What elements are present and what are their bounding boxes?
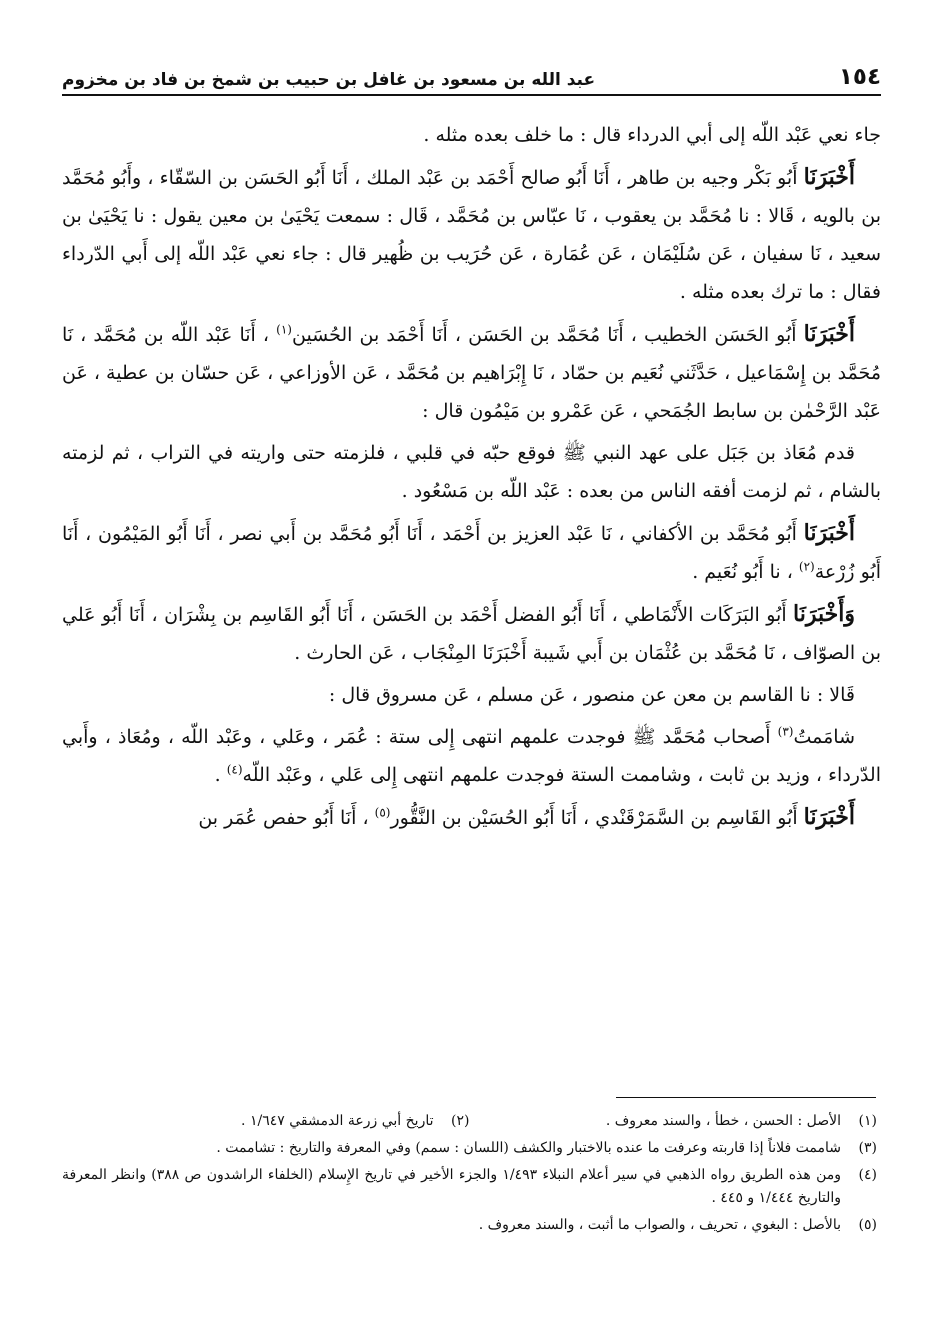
footnote-2	[62, 1110, 470, 1133]
footnote-ref-4: (٤)	[226, 762, 243, 777]
paragraph-8-text-b: أَصحاب مُحَمَّد ﷺ فوجدت علمهم انتهى إِلى ستة : عُمَر ، وعَلي ، وعَبْد اللّه ، ومُعَاذ ، وأَبي الدّرداء ، وزيد بن ثابت ، وشاممت الستة فوجدت علمهم انتهى إِلى عَلي ، وعَبْد اللّه	[62, 726, 881, 786]
footnote-ref-5: (٥)	[374, 805, 391, 820]
paragraph-2	[62, 158, 881, 311]
footnotes	[62, 1110, 877, 1241]
page-header	[62, 58, 881, 96]
footnote-number: (٢)	[451, 1113, 470, 1129]
footnote-text: بالأصل : البغوي ، تحريف ، والصواب ما أثبت ، والسند معروف .	[478, 1217, 841, 1233]
footnote-number: (٣)	[858, 1140, 877, 1156]
main-text	[62, 116, 881, 841]
running-title: عبد الله بن مسعود بن غافل بن حبيب بن شمخ بن فاد بن مخزوم	[62, 70, 596, 90]
footnote-ref-1: (١)	[276, 322, 292, 337]
footnote-number: (٥)	[858, 1217, 877, 1233]
paragraph-9-text-b: ، أَنَا أَبُو حفص عُمَر بن	[198, 807, 375, 829]
paragraph-7	[62, 676, 881, 714]
page-number: ١٥٤	[838, 64, 881, 90]
paragraph-9-text-a: أَبُو القَاسِم بن السَّمَرْقَنْدي ، أَنَا أَبُو الحُسَيْن بن النَّقُّور	[390, 807, 804, 829]
paragraph-3-text-b: ، أَنَا عَبْد اللّه بن مُحَمَّد ، نَا مُحَمَّد بن إِسْمَاعيل ، حَدَّثَني نُعَيم بن حمّاد ، نَا إِبْرَاهيم بن مُحَمَّد ، عَن الأوزاعي ، عَن حسّان بن عطية ، عَن عَبْد الرَّحْمٰن بن سابط الجُمَحي ، عَن عَمْرو بن مَيْمُون قال :	[62, 324, 881, 422]
paragraph-8-text-a: شامَمتُ	[793, 726, 855, 748]
footnote-text: الأصل : الحسن ، خطأ ، والسند معروف .	[605, 1113, 841, 1129]
lead-word: أَخْبَرَنَا	[803, 164, 855, 190]
footnote-5	[62, 1214, 877, 1237]
lead-word: أَخْبَرَنَا	[803, 321, 855, 347]
paragraph-2-text: أَبُو بَكْر وجيه بن طاهر ، أَنَا أَبُو صالح أَحْمَد بن عَبْد الملك ، أَنَا أَبُو الحَسَن بن السّقّاء ، وأَبُو مُحَمَّد بن بالويه ، قَالا : نا مُحَمَّد بن يعقوب ، نَا عبّاس بن مُحَمَّد ، قَال : سمعت يَحْيَىٰ بن معين يقول : نا يَحْيَىٰ بن سعيد ، نَا سفيان ، عَن سُلَيْمَان ، عَن عُمَارة ، عَن حُرَيب بن ظُهير قال : جاء نعي عَبْد اللّه إلى أَبي الدّرداء فقال : ما ترك بعده مثله .	[62, 167, 881, 303]
footnote-ref-2: (٢)	[798, 559, 815, 574]
paragraph-6-text: أَبُو البَرَكَات الأَنْمَاطي ، أَنَا أَبُو الفضل أَحْمَد بن الحَسَن ، أَنَا أَبُو القَاسِم بن بِشْرَان ، أَنَا أَبُو عَلي بن الصوّاف ، نَا مُحَمَّد بن عُثْمَان بن أَبي شَيبة أَخْبَرَنَا المِنْجَاب ، عَن الحارث .	[62, 604, 881, 664]
footnote-ref-3: (٣)	[777, 724, 794, 739]
footnote-number: (١)	[858, 1113, 877, 1129]
footnote-1	[470, 1110, 878, 1133]
footnote-3	[62, 1137, 877, 1160]
paragraph-4	[62, 434, 881, 510]
footnote-4	[62, 1164, 877, 1210]
paragraph-5-text-a: أَبُو مُحَمَّد بن الأكفاني ، نَا عَبْد العزيز بن أَحْمَد ، أَنَا أَبُو مُحَمَّد بن أَبي نصر ، أَنَا أَبُو المَيْمُون ، أَنَا أَبُو زُرْعة	[62, 523, 881, 583]
footnote-divider	[616, 1097, 876, 1098]
lead-word: أَخْبَرَنَا	[803, 804, 855, 830]
paragraph-5	[62, 514, 881, 591]
footnote-text: شاممت فلاناً إذا قاربته وعرفت ما عنده بالاختبار والكشف (اللسان : سمم) وفي المعرفة والتاريخ : تشاممت .	[216, 1140, 841, 1156]
lead-word: أَخْبَرَنَا	[803, 520, 855, 546]
paragraph-8-text-c: .	[214, 764, 227, 786]
paragraph-7-text: قَالا : نا القاسم بن معن عن منصور ، عَن مسلم ، عَن مسروق قال :	[328, 684, 855, 706]
paragraph-4-text: قدم مُعَاذ بن جَبَل على عهد النبي ﷺ فوقع حبّه في قلبي ، فلزمته حتى واريته في التراب ، ثم لزمته بالشام ، ثم لزمت أفقه الناس من بعده : عَبْد اللّه بن مَسْعُود .	[62, 442, 881, 502]
footnote-text: ومن هذه الطريق رواه الذهبي في سير أعلام النبلاء ١/٤٩٣ والجزء الأخير في تاريخ الإِسلام (الخلفاء الراشدون ص ٣٨٨) وانظر المعرفة والتاريخ ١/٤٤٤ و ٤٤٥ .	[62, 1167, 841, 1206]
footnote-number: (٤)	[858, 1167, 877, 1183]
paragraph-6	[62, 595, 881, 672]
paragraph-8	[62, 718, 881, 794]
paragraph-5-text-b: ، نا أَبُو نُعَيم .	[692, 561, 799, 583]
paragraph-9	[62, 798, 881, 837]
paragraph-3-text-a: أَبُو الحَسَن الخطيب ، أَنَا مُحَمَّد بن الحَسَن ، أَنَا أَحْمَد بن الحُسَين	[291, 324, 804, 346]
paragraph-3	[62, 315, 881, 430]
footnote-row-1-2	[62, 1110, 877, 1133]
footnote-text: تاريخ أبي زرعة الدمشقي ١/٦٤٧ .	[241, 1113, 434, 1129]
lead-word: وَأَخْبَرَنَا	[793, 601, 855, 627]
paragraph-1	[62, 116, 881, 154]
paragraph-1-text: جاء نعي عَبْد اللّه إلى أبي الدرداء قال : ما خلف بعده مثله .	[423, 124, 881, 146]
